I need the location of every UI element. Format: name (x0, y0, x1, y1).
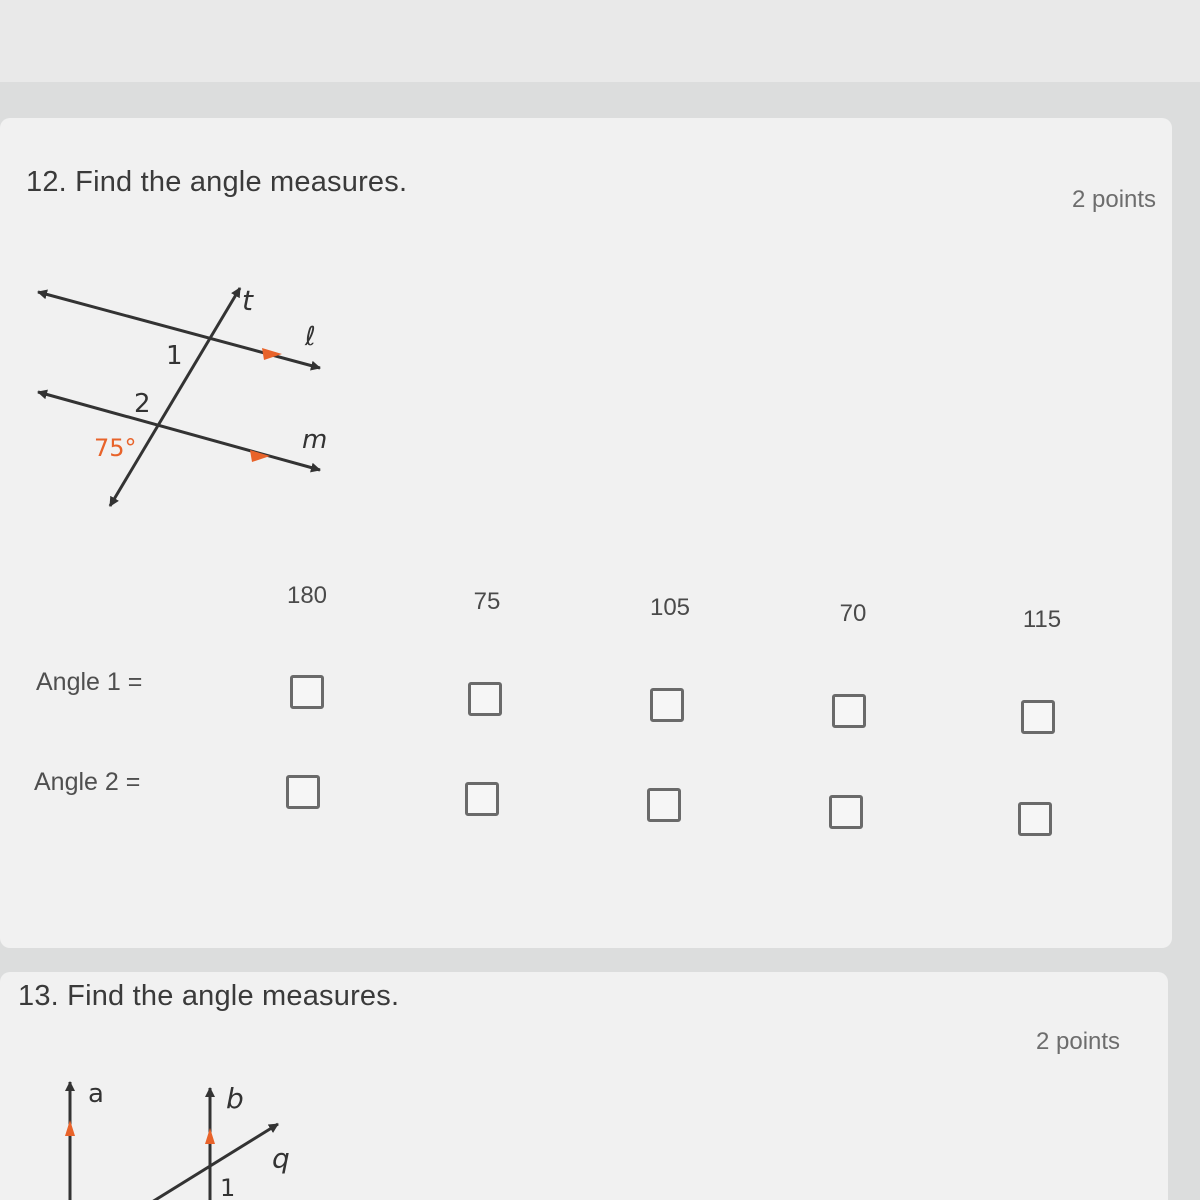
question-12-points: 2 points (1072, 186, 1157, 213)
previous-question-card (0, 0, 1200, 82)
row-label-angle-2: Angle 2 = (34, 768, 141, 796)
label-l: ℓ (305, 322, 316, 352)
parallel-marker-b-icon (205, 1128, 215, 1144)
label-a: a (88, 1079, 104, 1109)
transversal-t (110, 288, 240, 506)
checkbox-angle1-70[interactable] (832, 694, 866, 728)
label-angle-1: 1 (166, 341, 183, 371)
column-header-105: 105 (649, 594, 691, 621)
question-12-card (0, 118, 1172, 948)
checkbox-angle2-75[interactable] (465, 782, 499, 816)
label-angle-2: 2 (134, 389, 151, 419)
question-13-points: 2 points (1036, 1028, 1121, 1055)
checkbox-angle1-180[interactable] (290, 675, 324, 709)
label-angle-1-q13: 1 (220, 1174, 236, 1200)
checkbox-angle1-105[interactable] (650, 688, 684, 722)
label-q: q (272, 1142, 290, 1175)
checkbox-angle2-115[interactable] (1018, 802, 1052, 836)
label-m: m (302, 425, 328, 455)
row-label-angle-1: Angle 1 = (36, 668, 143, 696)
line-m (38, 392, 320, 470)
label-t: t (242, 284, 253, 317)
checkbox-angle2-105[interactable] (647, 788, 681, 822)
checkbox-angle2-180[interactable] (286, 775, 320, 809)
column-header-180: 180 (286, 582, 328, 609)
column-header-75: 75 (473, 588, 501, 615)
column-header-70: 70 (839, 600, 867, 627)
column-header-115: 115 (1022, 606, 1062, 633)
parallel-marker-m-icon (250, 450, 270, 462)
parallel-marker-a-icon (65, 1120, 75, 1136)
question-12-title: 12. Find the angle measures. (26, 166, 408, 198)
checkbox-angle1-75[interactable] (468, 682, 502, 716)
transversal-q (152, 1124, 278, 1200)
question-13-title: 13. Find the angle measures. (18, 980, 400, 1012)
question-12-diagram (30, 280, 340, 520)
label-given-angle: 75° (94, 434, 137, 462)
checkbox-angle2-70[interactable] (829, 795, 863, 829)
question-13-diagram (40, 1070, 320, 1200)
label-b: b (226, 1082, 244, 1115)
checkbox-angle1-115[interactable] (1021, 700, 1055, 734)
